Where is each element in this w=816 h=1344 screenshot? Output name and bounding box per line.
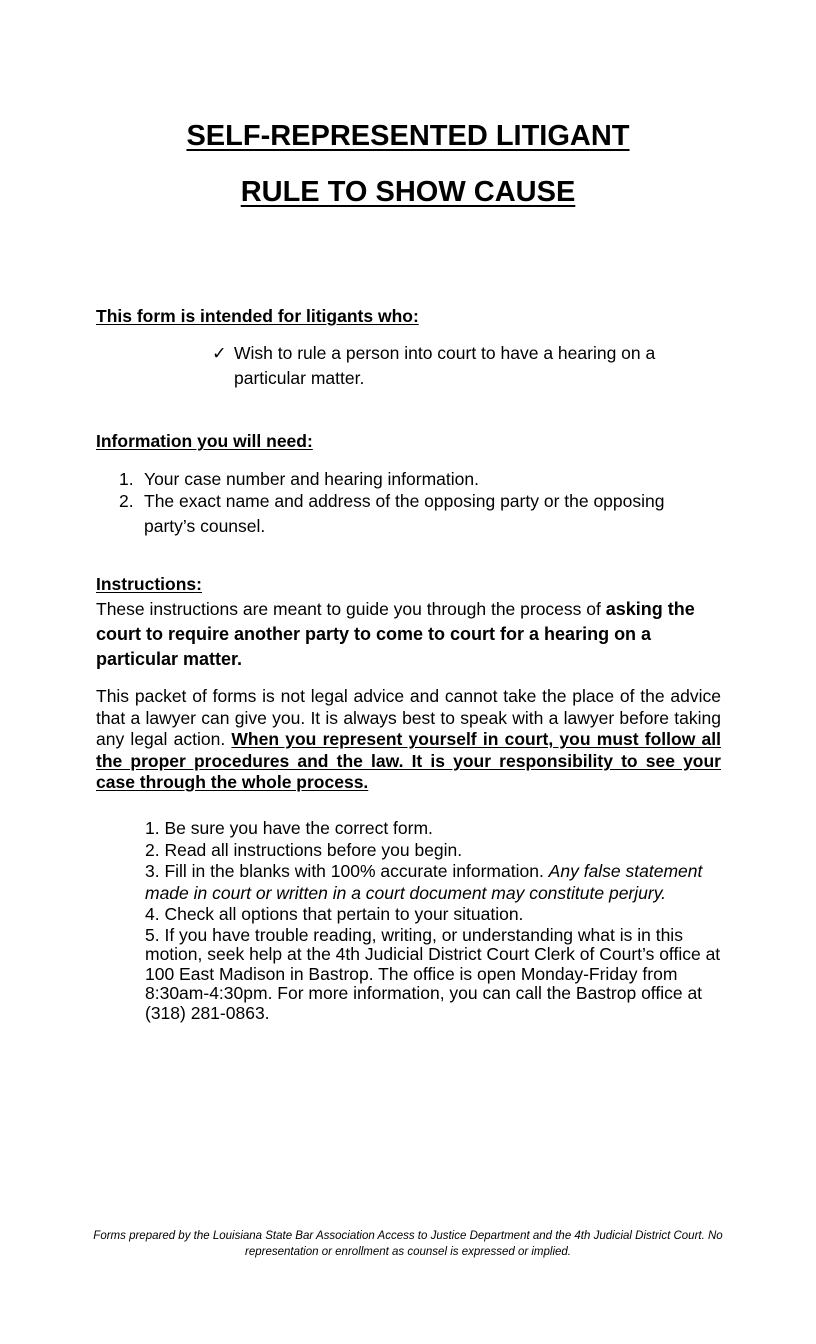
instructions-heading-text: Instructions: [96, 574, 197, 594]
intended-item-text: Wish to rule a person into court to have a hearing on a particular matter.: [234, 343, 656, 388]
instructions-heading-colon: :: [196, 574, 202, 594]
list-item-number: 1.: [119, 469, 134, 489]
step-3-italic: Any false statement made in court or written in a court document may constitute perjury.: [145, 861, 703, 903]
checkmark-icon: ✓: [212, 343, 227, 363]
list-item: [119, 489, 719, 539]
footer-disclaimer: Forms prepared by the Louisiana State Bar Association Access to Justice Department and the 4th Judicial District Court. No representation or enrollment as counsel is expressed or implied.: [93, 1230, 723, 1258]
step-5: 5. If you have trouble reading, writing, or understanding what is in this motion, seek help at the 4th Judicial District Court Clerk of Court’s office at 100 East Madison in Bastrop. The office is open Monday-Friday from 8:30am-4:30pm. For more information, you can call the Bastrop office at (318) 281-0863.: [145, 924, 721, 1023]
step-3: [145, 861, 725, 904]
legal-disclaimer: [96, 686, 721, 794]
list-item: [212, 341, 732, 391]
step-3-plain: 3. Fill in the blanks with 100% accurate information.: [145, 861, 549, 881]
list-item-text: Your case number and hearing information.: [144, 469, 479, 489]
intended-heading: This form is intended for litigants who:: [96, 306, 419, 326]
instructions-intro: [96, 597, 721, 672]
info-needed-heading: Information you will need:: [96, 431, 313, 451]
list-item-number: 2.: [119, 491, 134, 511]
step-1: 1. Be sure you have the correct form.: [145, 818, 433, 838]
instructions-intro-plain: These instructions are meant to guide you through the process of: [96, 599, 606, 619]
step-4: 4. Check all options that pertain to your situation.: [145, 904, 524, 924]
instructions-heading: [96, 573, 202, 595]
intended-list: [212, 341, 732, 391]
step-2: 2. Read all instructions before you begin.: [145, 839, 463, 860]
instruction-steps: [145, 818, 725, 1023]
legal-disclaimer-plain: This packet of forms is not legal advice and cannot take the place of the advice that a lawyer can give you. It is always best to speak with a lawyer before taking any legal action.: [96, 686, 721, 749]
document-title-line-1: SELF-REPRESENTED LITIGANT: [186, 120, 630, 152]
list-item-text: The exact name and address of the opposing party or the opposing party’s counsel.: [144, 491, 665, 536]
document-title-line-2: RULE TO SHOW CAUSE: [240, 176, 576, 208]
instructions-intro-bold: asking the court to require another party to come to court for a hearing on a particular matter.: [96, 599, 695, 669]
info-needed-list: [119, 467, 719, 536]
legal-disclaimer-bold: When you represent yourself in court, you must follow all the proper procedures and the law. It is your responsibility to see your case through the whole process.: [96, 729, 722, 792]
